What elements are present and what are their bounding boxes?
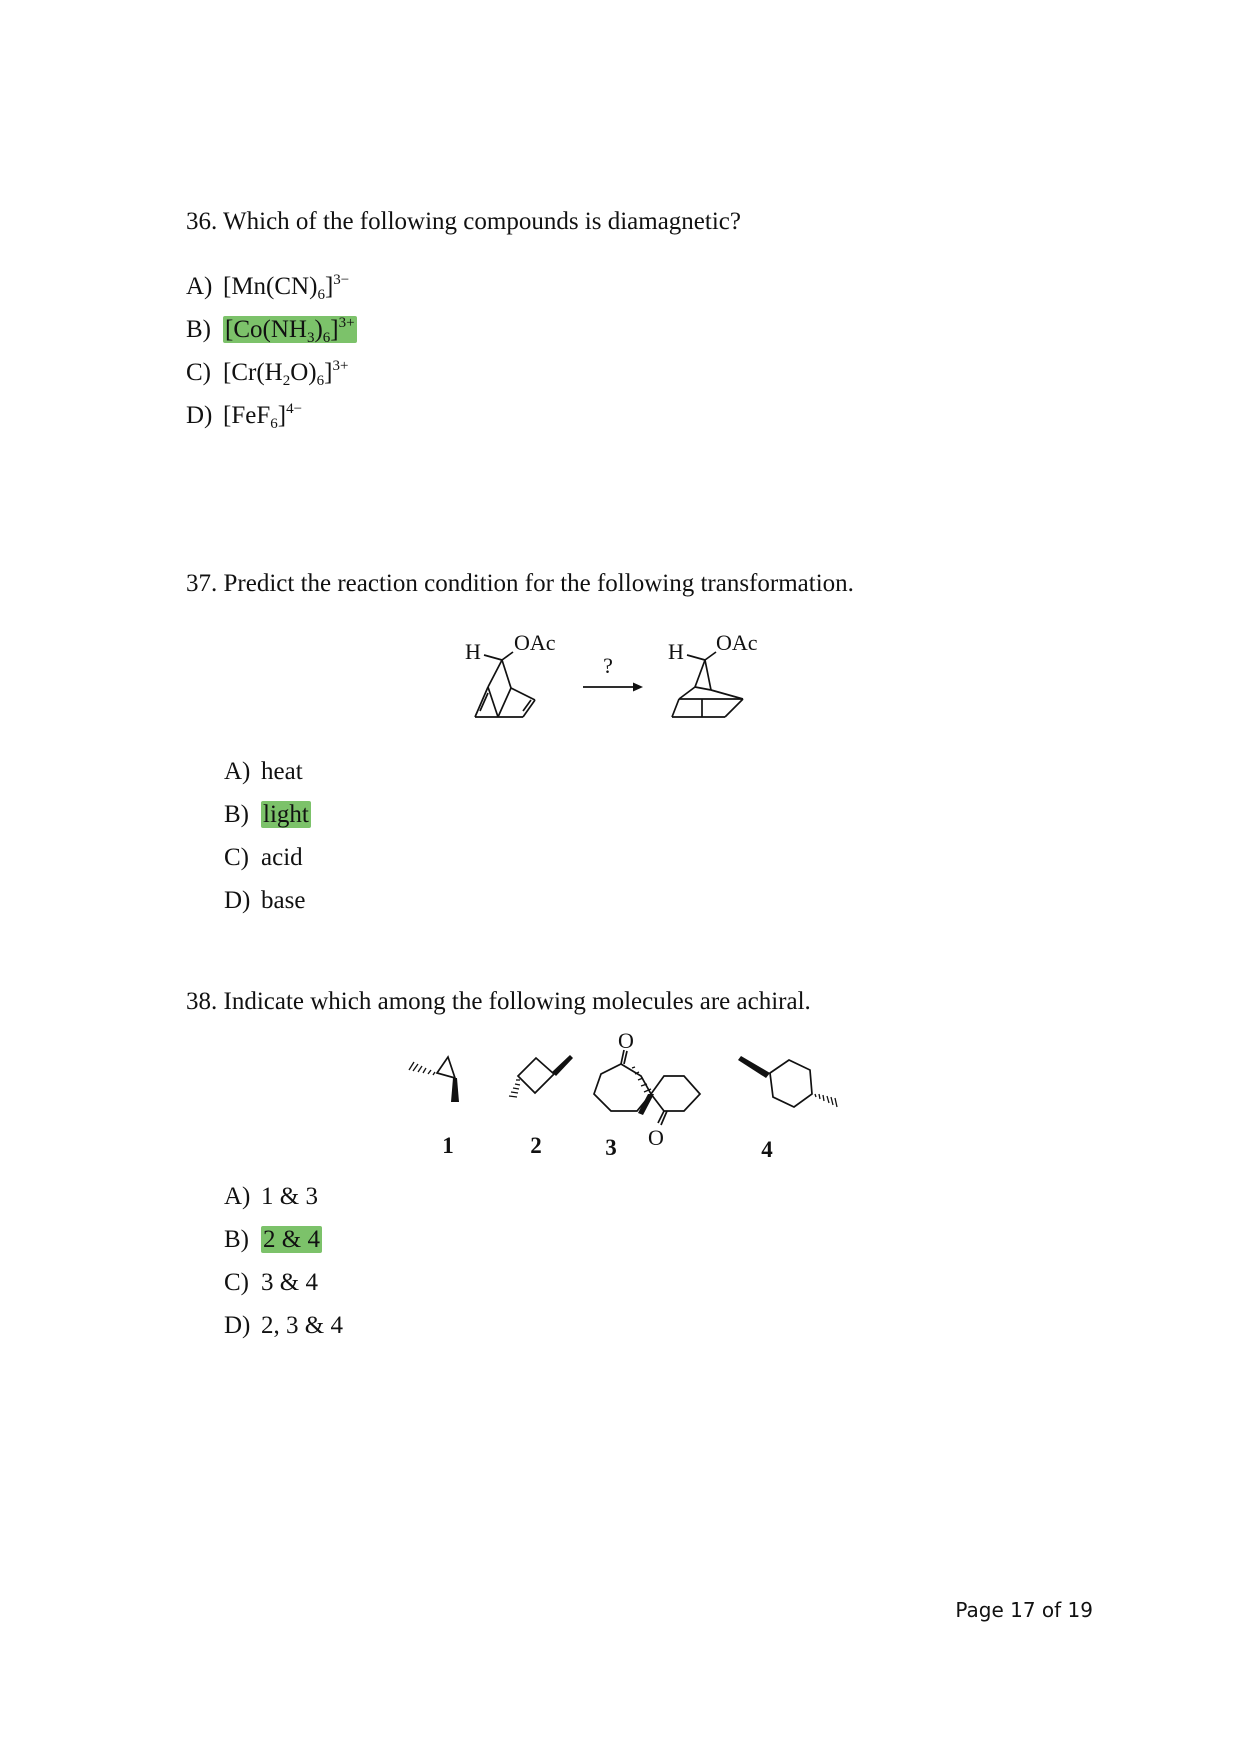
option-text: 3 & 4 xyxy=(261,1269,318,1296)
q37-option-a xyxy=(224,757,303,787)
formula: $[FeF_6]^{4-}$ xyxy=(223,401,303,432)
product-quadricyclane xyxy=(668,630,758,717)
product-oac-label: OAc xyxy=(716,630,758,655)
option-label: C) xyxy=(224,1269,249,1296)
option-label: B) xyxy=(224,1226,249,1253)
q37-option-b xyxy=(224,800,311,830)
reactant-h-label: H xyxy=(465,639,481,664)
q36-option-d xyxy=(186,401,302,431)
molecule-label-3: 3 xyxy=(605,1135,617,1160)
q38-option-d xyxy=(224,1311,343,1341)
q36-option-c xyxy=(186,358,348,388)
page-number: Page 17 of 19 xyxy=(955,1598,1093,1622)
question-37: 37. Predict the reaction condition for the following transformation. xyxy=(186,570,854,597)
option-label: B) xyxy=(224,801,249,828)
molecule-2-cyclobutane xyxy=(509,1055,573,1158)
q38-option-b xyxy=(224,1225,322,1255)
reactant-norbornadiene xyxy=(465,630,556,717)
q38-option-c xyxy=(224,1268,318,1298)
q38-option-a xyxy=(224,1182,318,1212)
option-label: A) xyxy=(186,273,213,300)
formula: $[Cr(H_2O)_6]^{3+}$ xyxy=(223,358,349,389)
option-text: 1 & 3 xyxy=(261,1183,318,1210)
option-label: A) xyxy=(224,1183,251,1210)
option-label: D) xyxy=(186,402,213,429)
question-36: 36. Which of the following compounds is diamagnetic? xyxy=(186,208,741,235)
oxygen-label-bottom: O xyxy=(648,1125,664,1150)
arrow-condition-label: ? xyxy=(603,653,613,678)
option-label: C) xyxy=(186,359,211,386)
formula-highlighted: $[Co(NH_3)_6]^{3+}$ xyxy=(225,315,355,346)
option-label: C) xyxy=(224,844,249,871)
q36-option-a xyxy=(186,272,349,302)
q36-option-b xyxy=(186,315,357,345)
molecules-figure xyxy=(380,1030,940,1180)
option-text: heat xyxy=(261,758,303,785)
option-text: base xyxy=(261,887,306,914)
option-text: acid xyxy=(261,844,303,871)
molecule-4-cyclohexane xyxy=(738,1056,837,1162)
formula: $[Mn(CN)_6]^{3-}$ xyxy=(223,272,350,303)
product-h-label: H xyxy=(668,639,684,664)
molecule-label-2: 2 xyxy=(530,1133,542,1158)
q37-option-c xyxy=(224,843,303,873)
molecule-label-4: 4 xyxy=(761,1137,773,1162)
question-38: 38. Indicate which among the following molecules are achiral. xyxy=(186,988,811,1015)
option-label: D) xyxy=(224,887,251,914)
option-label: B) xyxy=(186,316,211,343)
reaction-arrow xyxy=(583,653,643,692)
option-text-highlighted: 2 & 4 xyxy=(263,1226,320,1253)
molecule-3-spiro-diketone xyxy=(594,1030,700,1160)
option-label: D) xyxy=(224,1312,251,1339)
oxygen-label-top: O xyxy=(618,1030,634,1053)
option-label: A) xyxy=(224,758,251,785)
option-text-highlighted: light xyxy=(263,801,309,828)
q37-option-d xyxy=(224,886,305,916)
reaction-scheme xyxy=(440,620,780,735)
reactant-oac-label: OAc xyxy=(514,630,556,655)
molecule-label-1: 1 xyxy=(442,1133,454,1158)
molecule-1-cyclopropane xyxy=(409,1057,459,1158)
option-text: 2, 3 & 4 xyxy=(261,1312,343,1339)
